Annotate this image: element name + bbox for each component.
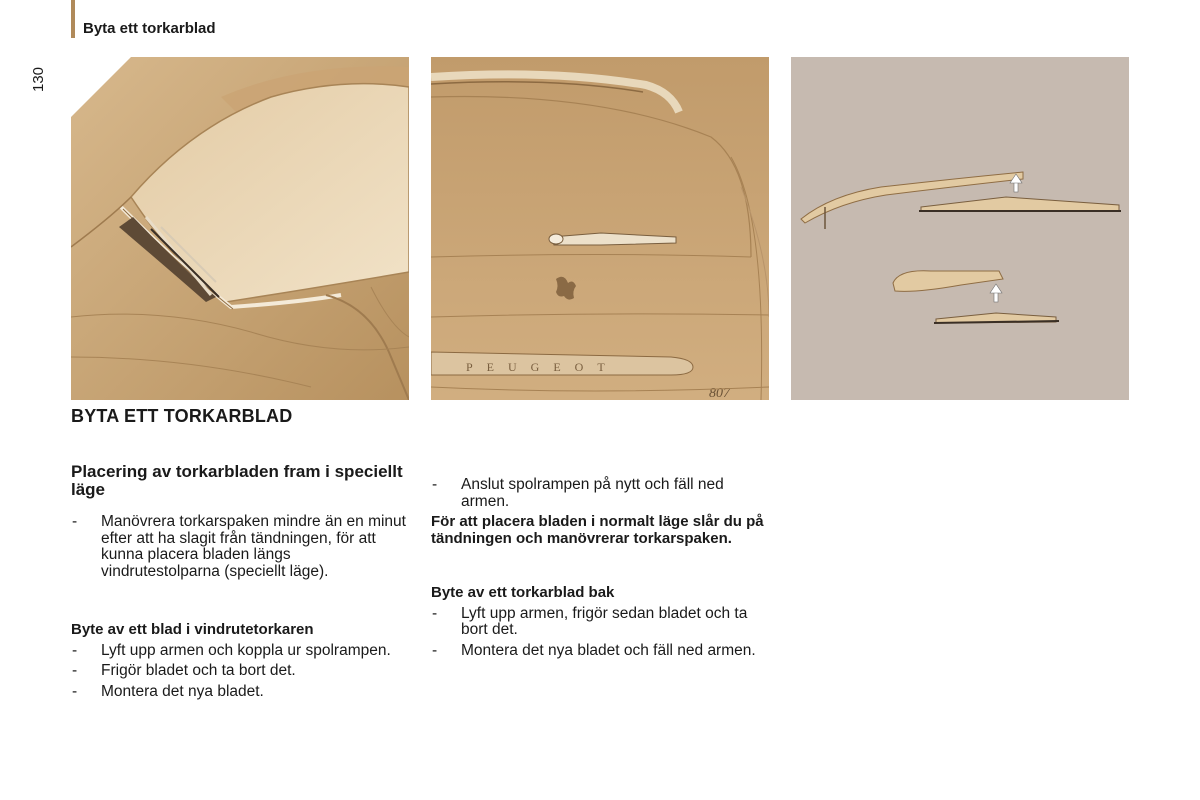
page-header-title: Byta ett torkarblad (83, 20, 216, 37)
model-badge: 807 (709, 386, 730, 400)
page-accent-rule (71, 0, 75, 38)
page-number: 130 (30, 66, 47, 92)
wiper-blade-removal-illustration (791, 57, 1129, 400)
list-item: - Frigör bladet och ta bort det. (71, 663, 411, 680)
front-blade-heading: Byte av ett blad i vindrutetorkaren (71, 621, 314, 638)
rear-blade-steps (431, 606, 771, 660)
list-item: - Manövrera torkarspaken mindre än en minut efter att ha slagit från tändningen, för att kunna placera bladen längs vindrutestolparna (speciellt läge). (71, 514, 411, 580)
tailgate-lettering: PEUGEOT (466, 360, 619, 374)
reconnect-steps (431, 477, 771, 510)
rear-wiper-illustration (431, 57, 769, 400)
left-text-column (71, 463, 411, 700)
right-text-column (431, 477, 771, 659)
list-item: - Montera det nya bladet och fäll ned armen. (431, 643, 771, 660)
section-title: BYTA ETT TORKARBLAD (71, 406, 293, 426)
list-item: - Lyft upp armen och koppla ur spolrampen. (71, 643, 411, 660)
special-position-heading: Placering av torkarbladen fram i speciellt läge (71, 462, 403, 499)
windscreen-wipers-illustration (71, 57, 409, 400)
list-item: - Anslut spolrampen på nytt och fäll ned armen. (431, 477, 771, 510)
normal-position-note: För att placera bladen i normalt läge slår du på tändningen och manövrerar torkarspaken. (431, 513, 764, 547)
rear-blade-heading: Byte av ett torkarblad bak (431, 584, 615, 601)
list-item: - Montera det nya bladet. (71, 684, 411, 701)
list-item: - Lyft upp armen, frigör sedan bladet och ta bort det. (431, 606, 771, 639)
front-blade-steps (71, 643, 411, 701)
special-position-list (71, 514, 411, 580)
